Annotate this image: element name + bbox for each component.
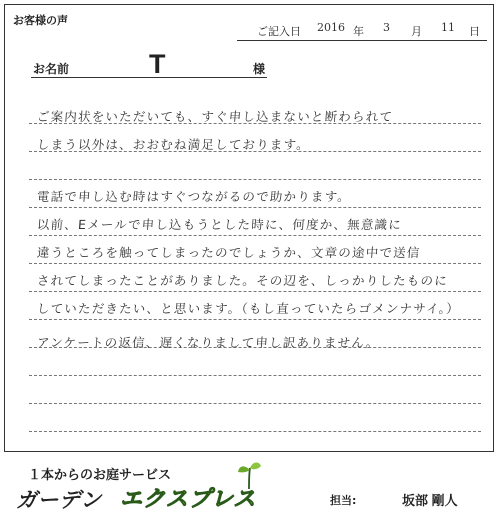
comment-line: されてしまったことがありました。その辺を、しっかりしたものに <box>36 273 449 288</box>
ruled-line <box>29 263 481 264</box>
date-year: 2016 <box>317 21 345 34</box>
comment-line: しまう以外は、おおむね満足しております。 <box>36 137 311 152</box>
staff-name: 坂部 剛人 <box>402 493 458 508</box>
comment-line: 電話で申し込む時はすぐつながるので助かります。 <box>36 189 352 204</box>
date-month: 3 <box>383 21 390 34</box>
date-day: 11 <box>441 21 455 34</box>
comment-line: していただきたい、と思います。（もし直っていたらゴメンナサイ。） <box>36 301 461 316</box>
date-field <box>237 19 487 41</box>
card-title: お客様の声 <box>13 14 68 27</box>
footer-branding <box>0 454 500 519</box>
name-label: お名前 <box>33 62 70 76</box>
comment-line: ご案内状をいただいても、すぐ申し込まないと断わられて <box>36 109 394 124</box>
company-tagline: １本からのお庭サービス <box>28 467 172 482</box>
name-field <box>31 49 267 79</box>
ruled-line <box>29 403 481 404</box>
date-year-suffix: 年 <box>353 25 364 38</box>
date-day-suffix: 日 <box>469 25 480 38</box>
staff-label: 担当: <box>330 494 357 507</box>
ruled-line <box>29 235 481 236</box>
comment-line: アンケートの返信、遅くなりまして申し訳ありません。 <box>36 335 381 350</box>
comment-line: 以前、Eメールで申し込もうとした時に、何度か、無意識に <box>36 217 403 232</box>
ruled-line <box>29 207 481 208</box>
ruled-line <box>29 375 481 376</box>
date-month-suffix: 月 <box>411 25 422 38</box>
customer-voice-card <box>4 4 494 452</box>
date-label: ご記入日 <box>257 25 301 38</box>
ruled-line <box>29 319 481 320</box>
date-underline <box>237 40 487 41</box>
ruled-line <box>29 431 481 432</box>
ruled-line <box>29 291 481 292</box>
ruled-line <box>29 179 481 180</box>
brand-name-main: ガーデン <box>16 489 102 512</box>
name-honorific: 様 <box>252 62 265 76</box>
comment-line: 違うところを触ってしまったのでしょうか、文章の途中で送信 <box>36 245 422 260</box>
sprout-icon <box>236 460 262 490</box>
name-value: T <box>149 49 166 79</box>
brand-name-accent: エクスプレス <box>120 486 257 511</box>
